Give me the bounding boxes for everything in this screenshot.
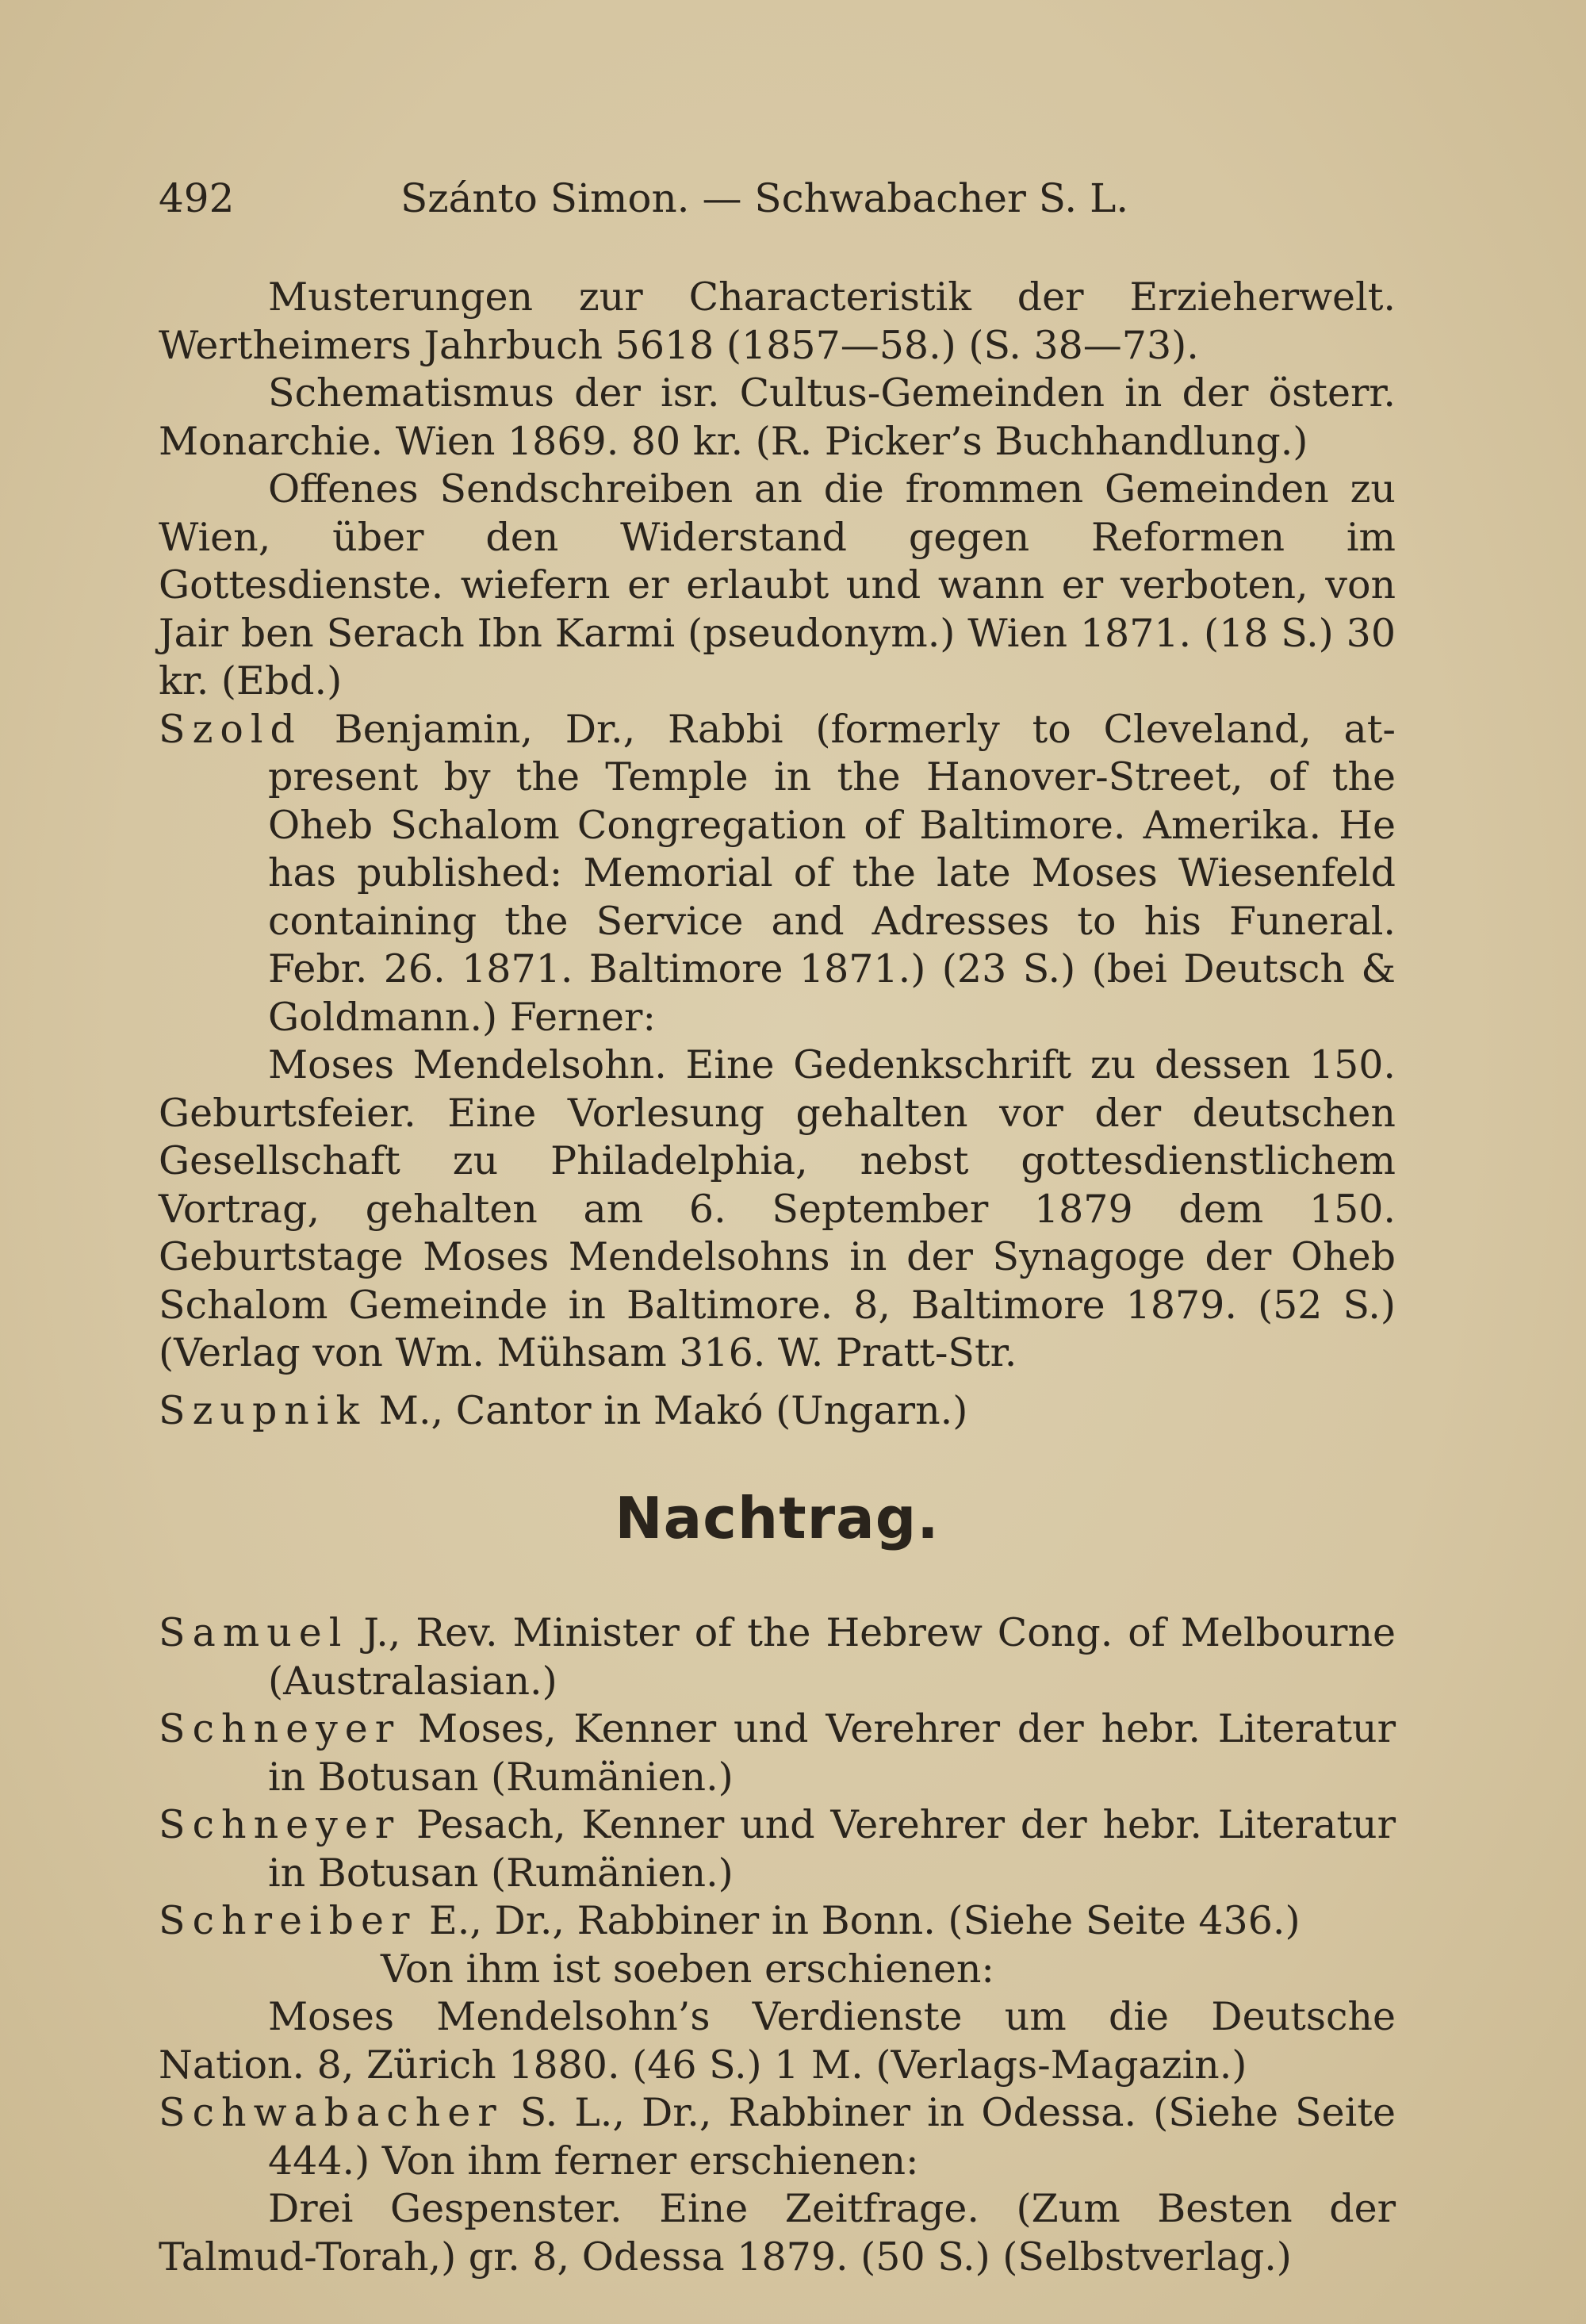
section-heading-nachtrag: Nachtrag. [615, 1485, 940, 1551]
paragraph-musterungen: Musterungen zur Characteristik der Erzieherwelt. Wertheimers Jahrbuch 5618 (1857—58.) (S. 38—73). [159, 274, 1396, 368]
page-body [159, 274, 1396, 2281]
entry-schreiber-line2: Von ihm ist soeben erschienen: [381, 1946, 994, 1992]
page-number: 492 [159, 175, 235, 221]
entry-name: Schwabacher [159, 2090, 504, 2135]
entry-schneyer-moses [159, 1705, 1396, 1801]
entry-name: Schneyer [159, 1706, 401, 1751]
page-header [159, 171, 1396, 226]
entry-text: J., Rev. Minister of the Hebrew Cong. of Melbourne (Australasian.) [268, 1610, 1396, 1704]
running-title: Szánto Simon. — Schwabacher S. L. [400, 175, 1129, 221]
entry-text: M., Cantor in Makó (Ungarn.) [366, 1387, 968, 1433]
entry-szold [159, 706, 1396, 1042]
entry-schreiber-sub: Moses Mendelsohn’s Verdienste um die Deutsche Nation. 8, Zürich 1880. (46 S.) 1 M. (Verlags-Magazin.) [159, 1994, 1396, 2088]
entry-text: Pesach, Kenner und Verehrer der hebr. Literatur in Botusan (Rumänien.) [268, 1802, 1396, 1896]
entry-samuel [159, 1609, 1396, 1705]
entry-schreiber [159, 1897, 1396, 1946]
entry-text: Benjamin, Dr., Rabbi (formerly to Cleveland, at-present by the Temple in the Hanover-Street, of the Oheb Schalom Congregation of Baltimore. Amerika. He has published: Memorial of the late Moses Wiesenfeld containing the Service and Adresses to his Funeral. Febr. 26. 1871. Baltimore 1871.) (23 S.) (bei Deutsch & Goldmann.) Ferner: [268, 706, 1396, 1040]
entry-szold-sub: Moses Mendelsohn. Eine Gedenkschrift zu dessen 150. Geburtsfeier. Eine Vorlesung gehalten vor der deutschen Gesellschaft zu Philadelphia, nebst gottesdienstlichem Vortrag, gehalten am 6. September 1879 dem 150. Geburtstage Moses Mendelsohns in der Synagoge der Oheb Schalom Gemeinde in Baltimore. 8, Baltimore 1879. (52 S.) (Verlag von Wm. Mühsam 316. W. Pratt-Str. [159, 1042, 1396, 1375]
entry-schwabacher [159, 2089, 1396, 2185]
entry-name: Szupnik [159, 1387, 367, 1433]
paragraph-sendschreiben: Offenes Sendschreiben an die frommen Gemeinden zu Wien, über den Widerstand gegen Reformen im Gottesdienste. wiefern er erlaubt und wann er verboten, von Jair ben Serach Ibn Karmi (pseudonym.) Wien 1871. (18 S.) 30 kr. (Ebd.) [159, 466, 1396, 704]
entry-text: Moses, Kenner und Verehrer der hebr. Literatur in Botusan (Rumänien.) [268, 1706, 1396, 1800]
entry-schwabacher-sub: Drei Gespenster. Eine Zeitfrage. (Zum Besten der Talmud-Torah,) gr. 8, Odessa 1879. (50 S.) (Selbstverlag.) [159, 2186, 1396, 2280]
entry-name: Schneyer [159, 1802, 401, 1847]
paragraph-schematismus: Schematismus der isr. Cultus-Gemeinden in der österr. Monarchie. Wien 1869. 80 kr. (R. Picker’s Buchhandlung.) [159, 370, 1396, 464]
entry-name: Szold [159, 706, 302, 752]
entry-name: Schreiber [159, 1898, 417, 1943]
entry-name: Samuel [159, 1610, 349, 1655]
entry-szupnik [159, 1387, 1396, 1436]
entry-schneyer-pesach [159, 1801, 1396, 1897]
entry-text: E., Dr., Rabbiner in Bonn. (Siehe Seite 436.) [416, 1898, 1301, 1943]
entry-text: S. L., Dr., Rabbiner in Odessa. (Siehe Seite 444.) Von ihm ferner erschienen: [268, 2090, 1396, 2184]
